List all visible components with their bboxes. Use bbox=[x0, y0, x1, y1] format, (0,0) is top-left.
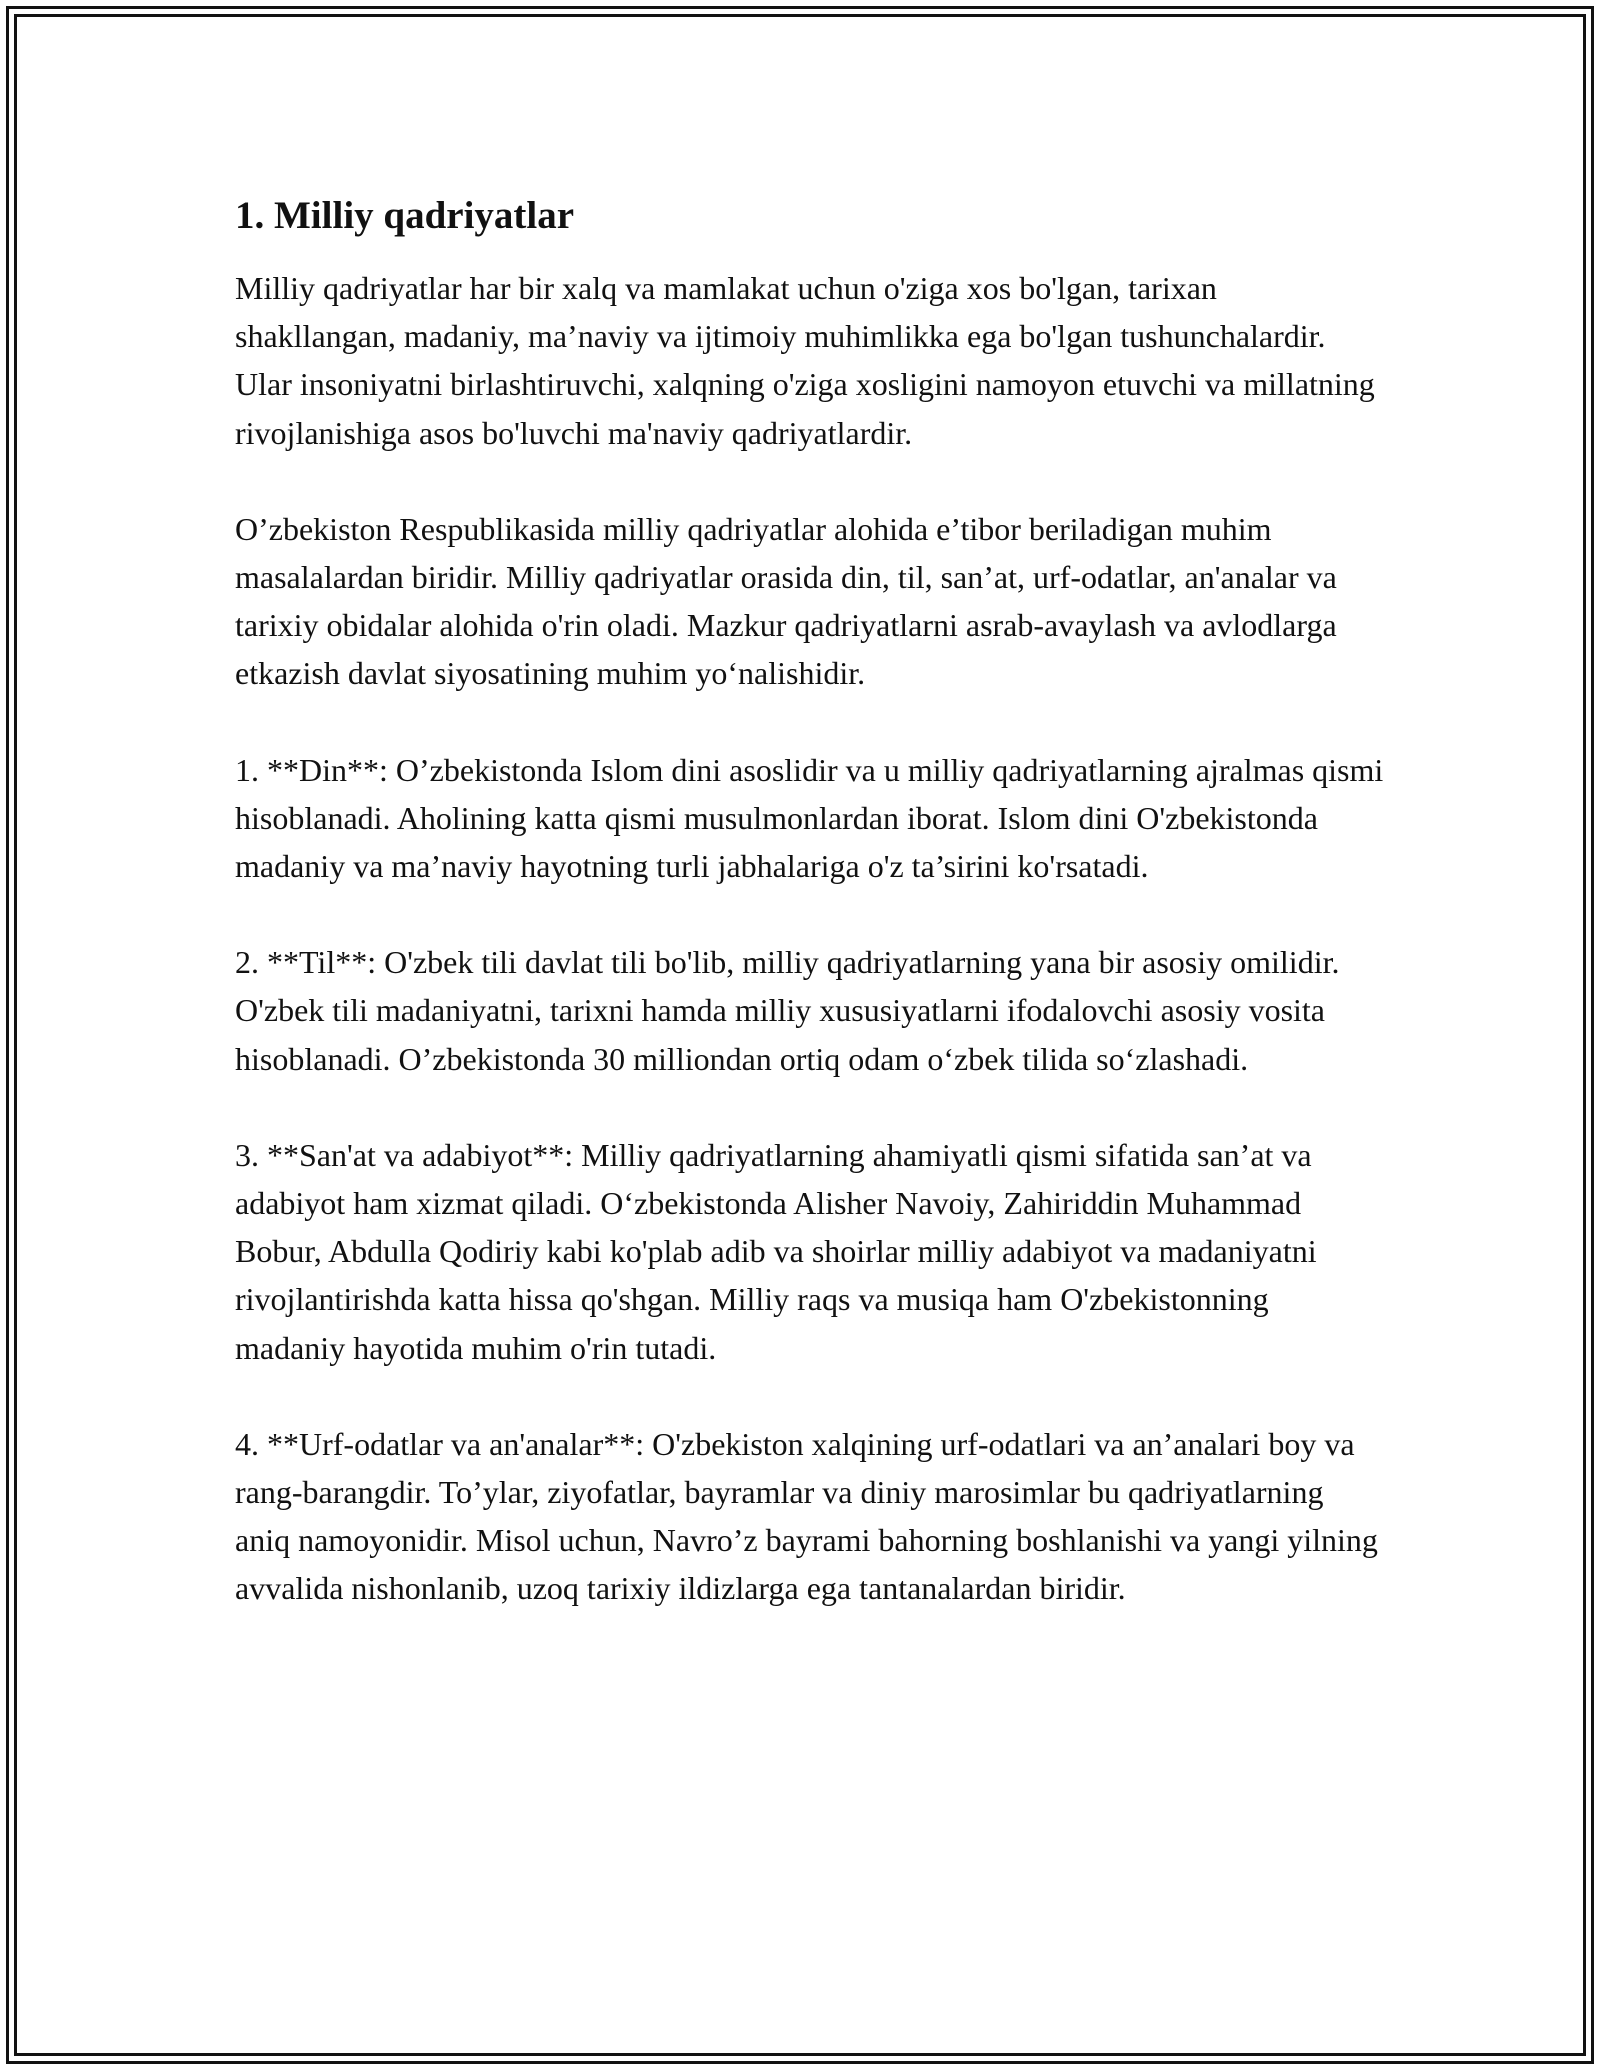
paragraph-art-literature: 3. **San'at va adabiyot**: Milliy qadriyatlarning ahamiyatli qismi sifatida san’at va adabiyot ham xizmat qiladi. O‘zbekistonda Alisher Navoiy, Zahiriddin Muhammad Bobur, Abdulla Qodiriy kabi ko'plab adib va shoirlar milliy adabiyot va madaniyatni rivojlantirishda katta hissa qo'shgan. Milliy raqs va musiqa ham O'zbekistonning madaniy hayotida muhim o'rin tutadi. bbox=[235, 1136, 1317, 1366]
paragraph-uzbekistan: O’zbekiston Respublikasida milliy qadriyatlar alohida e’tibor beriladigan muhim masalalardan biridir. Milliy qadriyatlar orasida din, til, san’at, urf-odatlar, an'analar va tarixiy obidalar alohida o'rin oladi. Mazkur qadriyatlarni asrab-avaylash va avlodlarga etkazish davlat siyosatining muhim yo‘nalishidir. bbox=[235, 510, 1337, 692]
paragraph-language: 2. **Til**: O'zbek tili davlat tili bo'lib, milliy qadriyatlarning yana bir asosiy omilidir. O'zbek tili madaniyatni, tarixni hamda milliy xususiyatlarni ifodalovchi asosiy vosita hisoblanadi. O’zbekistonda 30 milliondan ortiq odam o‘zbek tilida so‘zlashadi. bbox=[235, 944, 1340, 1077]
document-body bbox=[235, 192, 1385, 1661]
page-title: 1. Milliy qadriyatlar bbox=[235, 194, 575, 237]
paragraph-religion: 1. **Din**: O’zbekistonda Islom dini asoslidir va u milliy qadriyatlarning ajralmas qismi hisoblanadi. Aholining katta qismi musulmonlardan iborat. Islom dini O'zbekistonda madaniy va ma’naviy hayotning turli jabhalariga o'z ta’sirini ko'rsatadi. bbox=[235, 751, 1384, 885]
paragraph-intro: Milliy qadriyatlar har bir xalq va mamlakat uchun o'ziga xos bo'lgan, tarixan shakllangan, madaniy, ma’naviy va ijtimoiy muhimlikka ega bo'lgan tushunchalardir. Ular insoniyatni birlashtiruvchi, xalqning o'ziga xosligini namoyon etuvchi va millatning rivojlanishiga asos bo'luvchi ma'naviy qadriyatlardir. bbox=[235, 270, 1375, 451]
paragraph-customs-traditions: 4. **Urf-odatlar va an'analar**: O'zbekiston xalqining urf-odatlari va an’analari boy va rang-barangdir. To’ylar, ziyofatlar, bayramlar va diniy marosimlar bu qadriyatlarning aniq namoyonidir. Misol uchun, Navro’z bayrami bahorning boshlanishi va yangi yilning avvalida nishonlanib, uzoq tarixiy ildizlarga ega tantanalardan biridir. bbox=[235, 1425, 1378, 1607]
